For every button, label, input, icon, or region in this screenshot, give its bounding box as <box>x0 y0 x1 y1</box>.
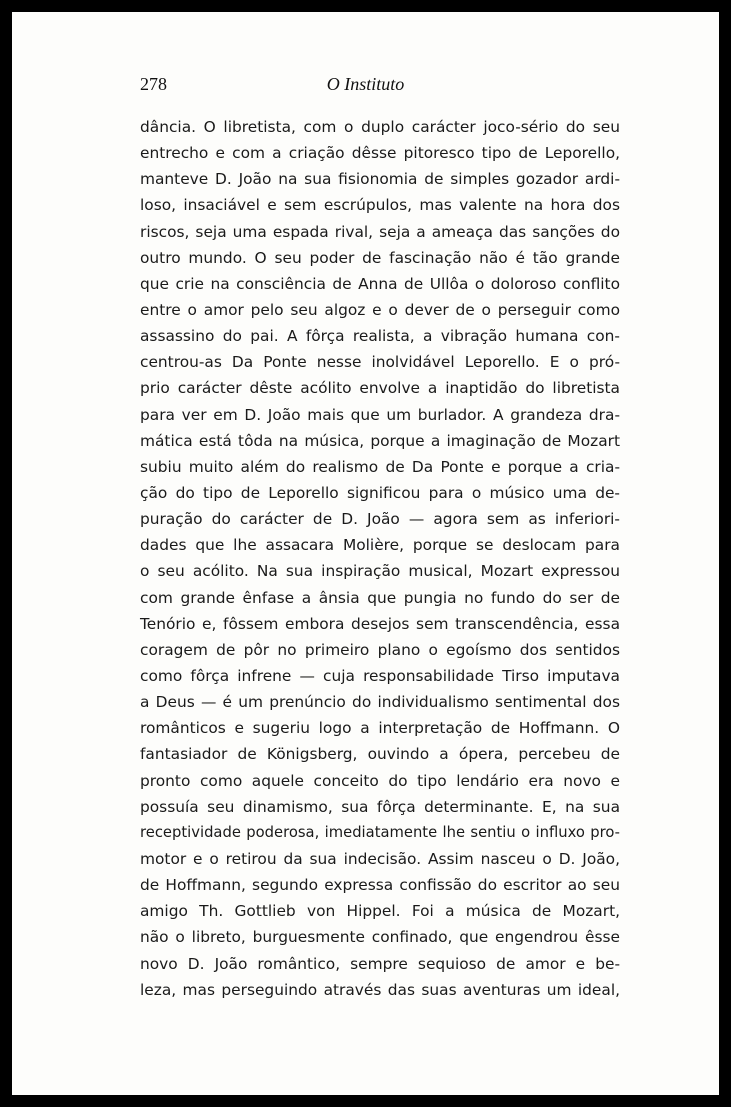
text-line: outro mundo. O seu poder de fascinação não é tão grande <box>140 248 620 267</box>
text-line: ção do tipo de Leporello significou para o músico uma de- <box>140 483 620 502</box>
text-line: fantasiador de Königsberg, ouvindo a ópera, percebeu de <box>140 745 620 764</box>
text-line: para ver em D. João mais que um burlador. A grandeza dra- <box>140 405 620 424</box>
page-number: 278 <box>140 74 167 94</box>
body-text <box>140 114 620 1003</box>
text-line: como fôrça infrene — cuja responsabilidade Tirso imputava <box>140 666 620 685</box>
text-line: o seu acólito. Na sua inspiração musical, Mozart expressou <box>140 562 620 581</box>
text-line: com grande ênfase a ânsia que pungia no fundo do ser de <box>140 588 620 607</box>
text-line: possuía seu dinamismo, sua fôrça determinante. E, na sua <box>140 797 620 816</box>
text-line: amigo Th. Gottlieb von Hippel. Foi a música de Mozart, <box>140 902 620 921</box>
text-line: românticos e sugeriu logo a interpretação de Hoffmann. O <box>140 719 620 738</box>
text-line: puração do carácter de D. João — agora sem as inferiori- <box>140 510 620 529</box>
text-line: subiu muito além do realismo de Da Ponte e porque a cria- <box>140 457 620 476</box>
text-line: de Hoffmann, segundo expressa confissão do escritor ao seu <box>140 876 620 895</box>
book-page <box>10 10 721 1097</box>
text-line: assassino do pai. A fôrça realista, a vibração humana con- <box>140 327 620 346</box>
text-line: Tenório e, fôssem embora desejos sem transcendência, essa <box>140 614 620 633</box>
text-line: receptividade poderosa, imediatamente lhe sentiu o influxo pro- <box>140 823 620 841</box>
text-line: coragem de pôr no primeiro plano o egoísmo dos sentidos <box>140 640 620 659</box>
text-line: riscos, seja uma espada rival, seja a ameaça das sanções do <box>140 222 620 241</box>
text-line: manteve D. João na sua fisionomia de simples gozador ardi- <box>140 170 620 189</box>
text-line: que crie na consciência de Anna de Ullôa o doloroso conflito <box>140 274 620 293</box>
text-line: dância. O libretista, com o duplo carácter joco-sério do seu <box>140 118 620 136</box>
text-line: pronto como aquele conceito do tipo lendário era novo e <box>140 771 620 790</box>
text-line: motor e o retirou da sua indecisão. Assim nasceu o D. João, <box>140 849 620 868</box>
text-line: a Deus — é um prenúncio do individualismo sentimental dos <box>140 693 620 712</box>
text-line: centrou-as Da Ponte nesse inolvidável Leporello. E o pró- <box>140 353 620 372</box>
running-title: O Instituto <box>326 74 405 94</box>
page-header <box>12 74 719 100</box>
text-line: loso, insaciável e sem escrúpulos, mas valente na hora dos <box>140 196 620 215</box>
text-line: dades que lhe assacara Molière, porque se deslocam para <box>140 536 620 555</box>
text-line: entrecho e com a criação dêsse pitoresco tipo de Leporello, <box>140 144 620 163</box>
text-line: mática está tôda na música, porque a imaginação de Mozart <box>140 431 620 450</box>
text-line: entre o amor pelo seu algoz e o dever de o perseguir como <box>140 300 620 319</box>
text-line: prio carácter dêste acólito envolve a inaptidão do libretista <box>140 379 620 398</box>
text-line: não o libreto, burguesmente confinado, que engendrou êsse <box>140 928 620 947</box>
text-line: novo D. João romântico, sempre sequioso de amor e be- <box>140 954 620 973</box>
text-line: leza, mas perseguindo através das suas aventuras um ideal, <box>140 980 620 999</box>
